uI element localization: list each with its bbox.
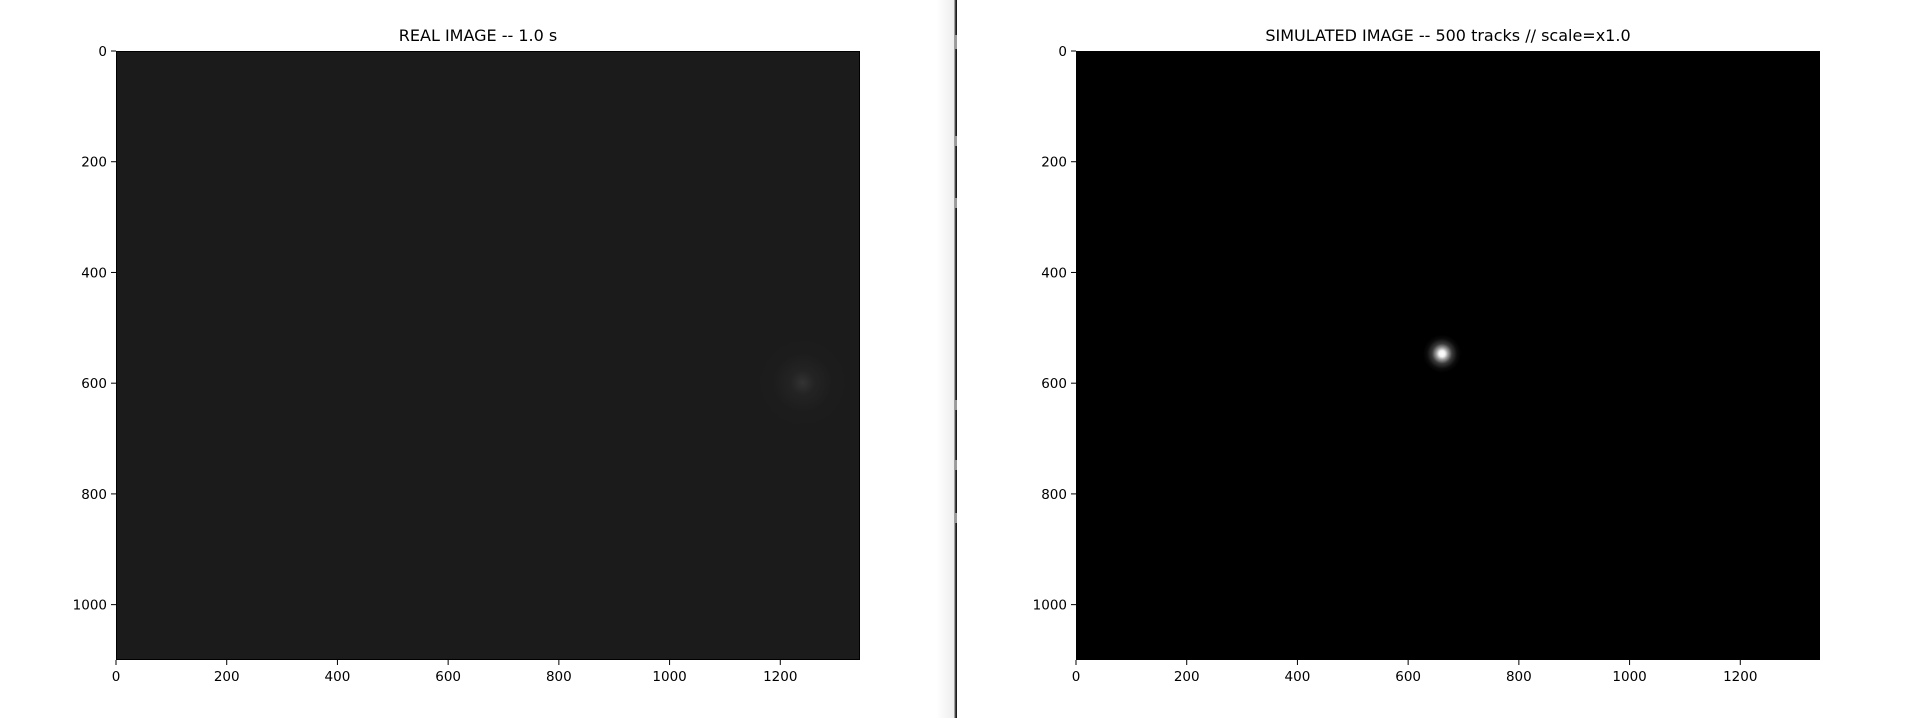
real-x-tick-label: 0	[111, 669, 121, 685]
sim-y-tick-label: 400	[1041, 265, 1067, 282]
real-x-tick-label: 400	[324, 669, 351, 685]
sim-x-tick-label: 1200	[1723, 669, 1758, 685]
sim-x-tick-label: 200	[1173, 669, 1200, 685]
real-x-tick-label: 600	[435, 669, 462, 685]
real-image-title: REAL IMAGE -- 1.0 s	[398, 26, 558, 45]
window-divider-shadow	[936, 0, 954, 718]
real-y-tick-label: 0	[98, 44, 107, 60]
sim-x-tick-label: 0	[1071, 669, 1081, 685]
real-y-tick-label: 400	[81, 265, 107, 282]
simulated-image-title: SIMULATED IMAGE -- 500 tracks // scale=x1.0	[1265, 26, 1631, 45]
real-y-tick-label: 600	[81, 376, 107, 393]
real-x-tick-label: 200	[213, 669, 240, 685]
sim-y-tick-label: 200	[1041, 154, 1067, 171]
sim-y-tick-label: 800	[1041, 486, 1067, 503]
real-y-tick-label: 800	[81, 486, 107, 503]
sim-x-tick-label: 1000	[1612, 669, 1647, 685]
real-x-tick-label: 800	[545, 669, 572, 685]
real-x-tick-label: 1200	[763, 669, 798, 685]
sim-x-tick-label: 800	[1505, 669, 1532, 685]
real-y-tick-label: 200	[81, 154, 107, 171]
real-y-tick-label: 1000	[72, 597, 107, 614]
sim-y-tick-label: 600	[1041, 376, 1067, 393]
simulated-image-panel	[957, 0, 1908, 718]
sim-x-tick-label: 400	[1284, 669, 1311, 685]
sim-y-tick-label: 0	[1058, 44, 1067, 60]
simulated-image-axes	[957, 0, 1908, 718]
sim-x-tick-label: 600	[1395, 669, 1422, 685]
sim-y-tick-label: 1000	[1032, 597, 1067, 614]
real-x-tick-label: 1000	[652, 669, 687, 685]
